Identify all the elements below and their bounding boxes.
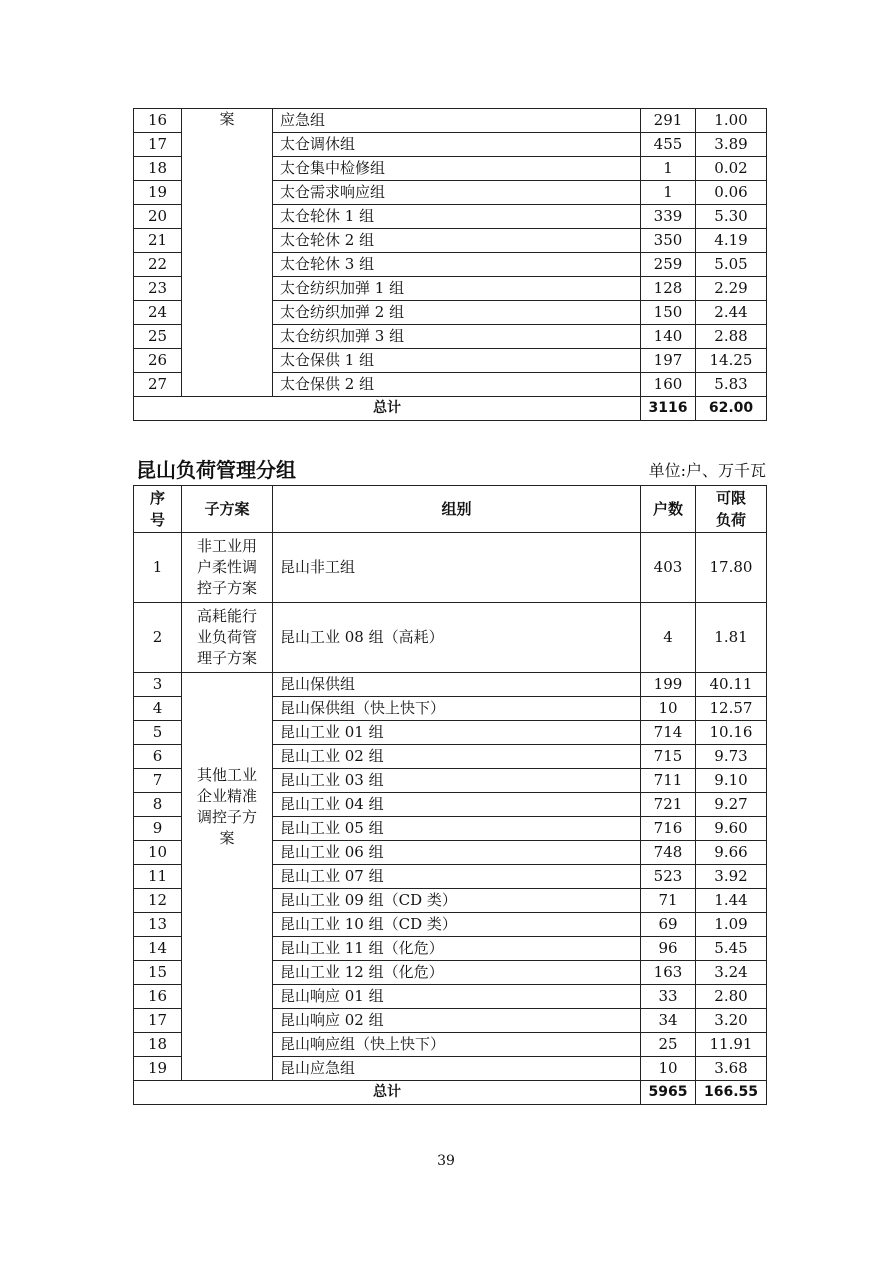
total-row: [134, 1081, 767, 1105]
households-count: 1: [641, 157, 696, 181]
households-count: 34: [641, 1009, 696, 1033]
kunshan-table: [133, 485, 767, 1105]
group-name: 昆山非工组: [273, 533, 641, 603]
header-group: 组别: [273, 486, 641, 533]
load-value: 9.73: [696, 745, 767, 769]
table-row: [134, 533, 767, 603]
group-name: 太仓轮休 2 组: [273, 229, 641, 253]
load-value: 5.30: [696, 205, 767, 229]
load-value: 12.57: [696, 697, 767, 721]
households-count: 199: [641, 673, 696, 697]
row-number: 1: [134, 533, 182, 603]
total-label: 总计: [134, 397, 641, 421]
load-value: 5.45: [696, 937, 767, 961]
households-count: 259: [641, 253, 696, 277]
group-name: 昆山保供组: [273, 673, 641, 697]
row-number: 27: [134, 373, 182, 397]
households-count: 69: [641, 913, 696, 937]
households-count: 523: [641, 865, 696, 889]
sub-plan-cell: 非工业用户柔性调控子方案: [182, 533, 273, 603]
header-load: 可限负荷: [696, 486, 767, 533]
households-count: 150: [641, 301, 696, 325]
group-name: 昆山保供组（快上快下）: [273, 697, 641, 721]
total-load: 166.55: [696, 1081, 767, 1105]
group-name: 昆山工业 09 组（CD 类）: [273, 889, 641, 913]
load-value: 2.44: [696, 301, 767, 325]
group-name: 昆山工业 11 组（化危）: [273, 937, 641, 961]
row-number: 25: [134, 325, 182, 349]
load-value: 3.89: [696, 133, 767, 157]
row-number: 21: [134, 229, 182, 253]
group-name: 昆山工业 03 组: [273, 769, 641, 793]
row-number: 16: [134, 109, 182, 133]
header-sub-plan: 子方案: [182, 486, 273, 533]
total-label: 总计: [134, 1081, 641, 1105]
group-name: 昆山工业 10 组（CD 类）: [273, 913, 641, 937]
households-count: 291: [641, 109, 696, 133]
group-name: 昆山工业 08 组（高耗）: [273, 603, 641, 673]
row-number: 18: [134, 1033, 182, 1057]
row-number: 13: [134, 913, 182, 937]
households-count: 403: [641, 533, 696, 603]
group-name: 太仓轮休 3 组: [273, 253, 641, 277]
households-count: 715: [641, 745, 696, 769]
load-value: 1.81: [696, 603, 767, 673]
group-name: 昆山工业 07 组: [273, 865, 641, 889]
households-count: 4: [641, 603, 696, 673]
row-number: 19: [134, 1057, 182, 1081]
households-count: 160: [641, 373, 696, 397]
load-value: 2.80: [696, 985, 767, 1009]
households-count: 711: [641, 769, 696, 793]
group-name: 太仓保供 2 组: [273, 373, 641, 397]
row-number: 11: [134, 865, 182, 889]
row-number: 7: [134, 769, 182, 793]
row-number: 2: [134, 603, 182, 673]
kunshan-table-title: 昆山负荷管理分组: [136, 458, 296, 482]
taicang-table-continued: [133, 108, 767, 421]
row-number: 12: [134, 889, 182, 913]
group-name: 太仓调休组: [273, 133, 641, 157]
group-name: 昆山工业 06 组: [273, 841, 641, 865]
header-no: 序号: [134, 486, 182, 533]
group-name: 太仓保供 1 组: [273, 349, 641, 373]
row-number: 15: [134, 961, 182, 985]
households-count: 71: [641, 889, 696, 913]
row-number: 9: [134, 817, 182, 841]
group-name: 太仓轮休 1 组: [273, 205, 641, 229]
total-load: 62.00: [696, 397, 767, 421]
load-value: 40.11: [696, 673, 767, 697]
load-value: 9.66: [696, 841, 767, 865]
group-name: 昆山工业 01 组: [273, 721, 641, 745]
load-value: 3.24: [696, 961, 767, 985]
row-number: 16: [134, 985, 182, 1009]
sub-plan-cell: 其他工业企业精准调控子方案: [182, 673, 273, 1081]
group-name: 昆山响应 02 组: [273, 1009, 641, 1033]
load-value: 5.83: [696, 373, 767, 397]
load-value: 1.09: [696, 913, 767, 937]
load-value: 0.02: [696, 157, 767, 181]
group-name: 昆山工业 05 组: [273, 817, 641, 841]
load-value: 0.06: [696, 181, 767, 205]
row-number: 5: [134, 721, 182, 745]
load-value: 9.27: [696, 793, 767, 817]
row-number: 3: [134, 673, 182, 697]
row-number: 19: [134, 181, 182, 205]
households-count: 748: [641, 841, 696, 865]
load-value: 3.92: [696, 865, 767, 889]
group-name: 太仓纺织加弹 2 组: [273, 301, 641, 325]
table-row: [134, 109, 767, 133]
table-row: [134, 603, 767, 673]
load-value: 10.16: [696, 721, 767, 745]
group-name: 太仓集中检修组: [273, 157, 641, 181]
load-value: 2.88: [696, 325, 767, 349]
households-count: 721: [641, 793, 696, 817]
group-name: 昆山响应 01 组: [273, 985, 641, 1009]
row-number: 20: [134, 205, 182, 229]
load-value: 4.19: [696, 229, 767, 253]
group-name: 太仓纺织加弹 1 组: [273, 277, 641, 301]
unit-label: 单位:户、万千瓦: [648, 461, 766, 480]
households-count: 96: [641, 937, 696, 961]
households-count: 128: [641, 277, 696, 301]
load-value: 2.29: [696, 277, 767, 301]
households-count: 455: [641, 133, 696, 157]
group-name: 太仓需求响应组: [273, 181, 641, 205]
page-number: 39: [437, 1153, 455, 1169]
row-number: 17: [134, 133, 182, 157]
load-value: 5.05: [696, 253, 767, 277]
group-name: 太仓纺织加弹 3 组: [273, 325, 641, 349]
households-count: 10: [641, 1057, 696, 1081]
sub-plan-cell: 高耗能行业负荷管理子方案: [182, 603, 273, 673]
row-number: 6: [134, 745, 182, 769]
group-name: 昆山响应组（快上快下）: [273, 1033, 641, 1057]
group-name: 昆山工业 12 组（化危）: [273, 961, 641, 985]
load-value: 3.68: [696, 1057, 767, 1081]
header-households: 户数: [641, 486, 696, 533]
total-row: [134, 397, 767, 421]
load-value: 1.00: [696, 109, 767, 133]
row-number: 24: [134, 301, 182, 325]
row-number: 14: [134, 937, 182, 961]
table-row: [134, 673, 767, 697]
households-count: 10: [641, 697, 696, 721]
load-value: 3.20: [696, 1009, 767, 1033]
households-count: 163: [641, 961, 696, 985]
total-households: 5965: [641, 1081, 696, 1105]
households-count: 714: [641, 721, 696, 745]
households-count: 339: [641, 205, 696, 229]
group-name: 昆山工业 02 组: [273, 745, 641, 769]
row-number: 8: [134, 793, 182, 817]
households-count: 197: [641, 349, 696, 373]
group-name: 昆山工业 04 组: [273, 793, 641, 817]
load-value: 17.80: [696, 533, 767, 603]
row-number: 22: [134, 253, 182, 277]
load-value: 11.91: [696, 1033, 767, 1057]
load-value: 14.25: [696, 349, 767, 373]
row-number: 23: [134, 277, 182, 301]
row-number: 26: [134, 349, 182, 373]
table-header-row: [134, 486, 767, 533]
load-value: 9.60: [696, 817, 767, 841]
row-number: 17: [134, 1009, 182, 1033]
households-count: 1: [641, 181, 696, 205]
row-number: 4: [134, 697, 182, 721]
sub-plan-cell: 案: [182, 109, 273, 397]
households-count: 33: [641, 985, 696, 1009]
row-number: 18: [134, 157, 182, 181]
households-count: 716: [641, 817, 696, 841]
load-value: 1.44: [696, 889, 767, 913]
row-number: 10: [134, 841, 182, 865]
households-count: 350: [641, 229, 696, 253]
total-households: 3116: [641, 397, 696, 421]
load-value: 9.10: [696, 769, 767, 793]
group-name: 昆山应急组: [273, 1057, 641, 1081]
group-name: 应急组: [273, 109, 641, 133]
households-count: 140: [641, 325, 696, 349]
households-count: 25: [641, 1033, 696, 1057]
